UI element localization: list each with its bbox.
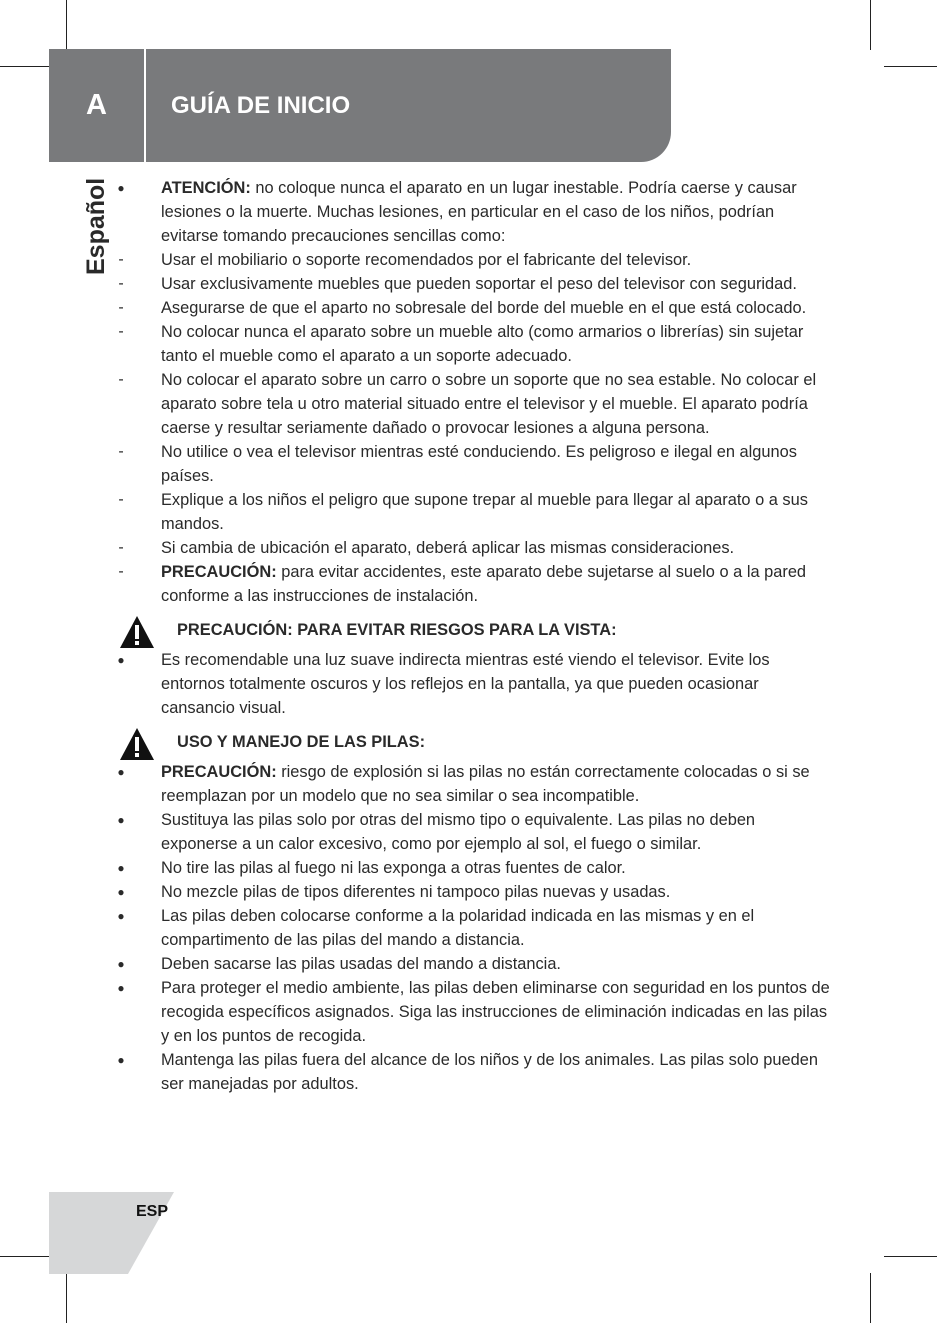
crop-mark bbox=[884, 66, 937, 67]
bullet-marker: ● bbox=[117, 957, 125, 971]
list-item bbox=[113, 320, 833, 368]
list-item-text: no coloque nunca el aparato en un lugar inestable. Podría caerse y causar lesiones o la muerte. Muchas lesiones, en particular en el caso de los niños, podrían evitarse tomando precauciones sencillas como: bbox=[161, 179, 797, 245]
bullet-marker: ● bbox=[117, 765, 125, 779]
dash-marker: - bbox=[118, 323, 124, 340]
footer-language-code: ESP bbox=[136, 1203, 169, 1220]
list-item bbox=[113, 296, 833, 320]
list-item bbox=[113, 560, 833, 608]
warning-icon bbox=[119, 615, 155, 649]
dash-marker: - bbox=[118, 491, 124, 508]
crop-mark bbox=[0, 1256, 50, 1257]
page-title: GUÍA DE INICIO bbox=[171, 91, 351, 119]
list-item-text: Mantenga las pilas fuera del alcance de los niños y de los animales. Las pilas solo pueden ser manejadas por adultos. bbox=[161, 1051, 818, 1093]
list-item-text: Explique a los niños el peligro que supone trepar al mueble para llegar al aparato o a sus mandos. bbox=[161, 491, 808, 533]
list-item bbox=[113, 536, 833, 560]
list-item bbox=[113, 856, 833, 880]
header-divider bbox=[144, 49, 146, 162]
warning-batteries-heading bbox=[113, 728, 833, 760]
list-item bbox=[113, 1048, 833, 1096]
crop-mark bbox=[884, 1256, 937, 1257]
list-item-text: Asegurarse de que el aparto no sobresale del borde del mueble en el que está colocado. bbox=[161, 299, 807, 317]
list-item bbox=[113, 488, 833, 536]
list-item-text: Sustituya las pilas solo por otras del mismo tipo o equivalente. Las pilas no deben exponerse a un calor excesivo, como por ejemplo al sol, el fuego o similar. bbox=[161, 811, 756, 853]
list-item-text: No utilice o vea el televisor mientras esté conduciendo. Es peligroso e ilegal en algunos países. bbox=[161, 443, 797, 485]
section-letter: A bbox=[86, 89, 107, 121]
list-item bbox=[113, 880, 833, 904]
list-item-text: Si cambia de ubicación el aparato, deberá aplicar las mismas consideraciones. bbox=[161, 539, 735, 557]
list-item bbox=[113, 440, 833, 488]
list-item-text: Usar el mobiliario o soporte recomendados por el fabricante del televisor. bbox=[161, 251, 692, 269]
list-item bbox=[113, 272, 833, 296]
list-item-lead: ATENCIÓN: bbox=[161, 179, 251, 197]
crop-mark bbox=[0, 66, 50, 67]
bullet-marker: ● bbox=[117, 861, 125, 875]
bullet-marker: ● bbox=[117, 813, 125, 827]
list-item bbox=[113, 648, 833, 720]
list-item bbox=[113, 952, 833, 976]
bullet-marker: ● bbox=[117, 981, 125, 995]
bullet-marker: ● bbox=[117, 909, 125, 923]
crop-mark bbox=[66, 1273, 67, 1323]
dash-marker: - bbox=[118, 275, 124, 292]
list-item-lead: PRECAUCIÓN: bbox=[161, 563, 277, 581]
safety-list bbox=[113, 176, 833, 608]
batteries-list bbox=[113, 760, 833, 1096]
list-item-text: riesgo de explosión si las pilas no están correctamente colocadas o si se reemplazan por un modelo que no sea similar o sea incompatible. bbox=[161, 763, 810, 805]
section-header bbox=[49, 49, 671, 162]
list-item bbox=[113, 904, 833, 952]
list-item-text: Usar exclusivamente muebles que pueden soportar el peso del televisor con seguridad. bbox=[161, 275, 797, 293]
list-item-text: para evitar accidentes, este aparato debe sujetarse al suelo o a la pared conforme a las instrucciones de instalación. bbox=[161, 563, 807, 605]
list-item-text: No mezcle pilas de tipos diferentes ni tampoco pilas nuevas y usadas. bbox=[161, 883, 671, 901]
dash-marker: - bbox=[118, 539, 124, 556]
list-item bbox=[113, 976, 833, 1048]
dash-marker: - bbox=[118, 563, 124, 580]
dash-marker: - bbox=[118, 251, 124, 268]
crop-mark bbox=[870, 1273, 871, 1323]
dash-marker: - bbox=[118, 371, 124, 388]
list-item bbox=[113, 808, 833, 856]
bullet-marker: ● bbox=[117, 1053, 125, 1067]
list-item-text: No colocar el aparato sobre un carro o sobre un soporte que no sea estable. No colocar el aparato sobre tela u otro material situado entre el televisor y el mueble. El aparato podría caerse y resultar seriamente dañado o provocar lesiones a alguna persona. bbox=[161, 371, 817, 437]
list-item-text: No tire las pilas al fuego ni las exponga a otras fuentes de calor. bbox=[161, 859, 626, 877]
bullet-marker: ● bbox=[117, 181, 125, 195]
list-item-lead: PRECAUCIÓN: bbox=[161, 763, 277, 781]
warning-batteries-text: USO Y MANEJO DE LAS PILAS: bbox=[177, 733, 426, 751]
crop-mark bbox=[66, 0, 67, 50]
bullet-marker: ● bbox=[117, 885, 125, 899]
vision-list bbox=[113, 648, 833, 720]
list-item bbox=[113, 176, 833, 248]
crop-mark bbox=[870, 0, 871, 50]
list-item-text: Las pilas deben colocarse conforme a la polaridad indicada en las mismas y en el compartimento de las pilas del mando a distancia. bbox=[161, 907, 755, 949]
warning-vision-heading bbox=[113, 616, 833, 648]
warning-vision-text: PRECAUCIÓN: PARA EVITAR RIESGOS PARA LA VISTA: bbox=[177, 621, 617, 639]
language-side-label: Español bbox=[82, 177, 110, 275]
dash-marker: - bbox=[118, 443, 124, 460]
list-item bbox=[113, 248, 833, 272]
list-item-text: Es recomendable una luz suave indirecta mientras esté viendo el televisor. Evite los entornos totalmente oscuros y los reflejos en la pantalla, ya que pueden ocasionar cansancio visual. bbox=[161, 651, 770, 717]
list-item bbox=[113, 760, 833, 808]
list-item-text: No colocar nunca el aparato sobre un mueble alto (como armarios o librerías) sin sujetar tanto el mueble como el aparato a un soporte adecuado. bbox=[161, 323, 804, 365]
main-content bbox=[113, 176, 833, 1096]
list-item bbox=[113, 368, 833, 440]
dash-marker: - bbox=[118, 299, 124, 316]
bullet-marker: ● bbox=[117, 653, 125, 667]
warning-icon bbox=[119, 727, 155, 761]
list-item-text: Deben sacarse las pilas usadas del mando a distancia. bbox=[161, 955, 561, 973]
list-item-text: Para proteger el medio ambiente, las pilas deben eliminarse con seguridad en los puntos de recogida específicos asignados. Siga las instrucciones de eliminación indicadas en las pilas y en los puntos de recogida. bbox=[161, 979, 830, 1045]
